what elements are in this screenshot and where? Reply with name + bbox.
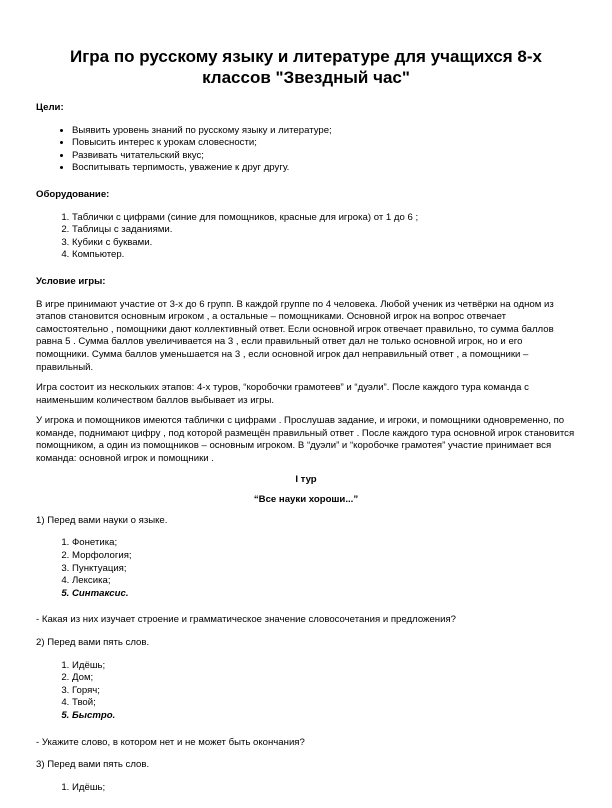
list-item: • Повысить интерес к урокам словесности; <box>72 137 576 150</box>
list-item: 4. Лексика; <box>72 575 576 588</box>
list-item: 1. Идёшь; <box>72 782 576 795</box>
list-item: 1. Таблички с цифрами (синие для помощников, красные для игрока) от 1 до 6 ; <box>72 212 576 225</box>
list-item: • Воспитывать терпимость, уважение к друг другу. <box>72 162 576 175</box>
conditions-paragraph: У игрока и помощников имеются таблички с цифрами . Прослушав задание, и игроки, и помощники одновременно, по команде, поднимают цифру , под которой размещён правильный ответ . После каждого тура основной игрок становится помощником, а один из помощников – основным игроком. В “дуэли” и “коробочке грамотея” участие принимает вся команда: основной игрок и помощники . <box>36 415 575 465</box>
conditions-paragraph: В игре принимают участие от 3-х до 6 групп. В каждой группе по 4 человека. Любой ученик из четвёрки на одном из этапов становится основным игроком , а остальные – помощниками. Основной игрок на вопрос отвечает самостоятельно , помощники дают коллективный ответ. Если основной игрок отвечает правильно, то сумма баллов равна 5 . Сумма баллов увеличивается на 3 , если правильный ответ дал не только основной игрок, но и его помощники. Сумма баллов уменьшается на 3 , если основной игрок дал неправильный ответ , а помощники – правильный. <box>36 298 554 373</box>
question-1-options <box>36 537 576 600</box>
list-item: 3. Кубики с буквами. <box>72 237 576 250</box>
question-2-text: - Укажите слово, в котором нет и не может быть окончания? <box>36 736 305 748</box>
list-item: 1. Фонетика; <box>72 537 576 550</box>
list-item-answer: 5. Синтаксис. <box>72 588 576 601</box>
equipment-list <box>36 212 576 262</box>
list-item: 1. Идёшь; <box>72 660 576 673</box>
question-2-intro: 2) Перед вами пять слов. <box>36 637 150 648</box>
question-3-intro: 3) Перед вами пять слов. <box>36 759 150 771</box>
document-page <box>36 46 576 808</box>
question-1-text: - Какая из них изучает строение и грамматическое значение словосочетания и предложения? <box>36 614 456 626</box>
conditions-paragraph: Игра состоит из нескольких этапов: 4-х туров, “коробочки грамотеев” и “дуэли”. После каждого тура команда с наименьшим количеством баллов выбывает из игры. <box>36 382 529 406</box>
equipment-label: Оборудование: <box>36 188 110 200</box>
goals-label: Цели: <box>36 102 64 113</box>
list-item: • Выявить уровень знаний по русскому языку и литературе; <box>72 125 576 138</box>
conditions-label: Условие игры: <box>36 275 106 287</box>
round-subtitle: “Все науки хороши...” <box>253 494 359 506</box>
goals-list <box>36 125 576 175</box>
list-item: 2. Дом; <box>72 672 576 685</box>
list-item: 4. Твой; <box>72 697 576 710</box>
list-item: 2. Таблицы с заданиями. <box>72 224 576 237</box>
round-title: I тур <box>295 473 317 485</box>
list-item: 3. Пунктуация; <box>72 563 576 576</box>
question-1-intro: 1) Перед вами науки о языке. <box>36 514 168 526</box>
question-2-options <box>36 660 576 723</box>
list-item: • Развивать читательский вкус; <box>72 150 576 163</box>
list-item: 4. Компьютер. <box>72 249 576 262</box>
list-item: 3. Горяч; <box>72 685 576 698</box>
page-title: Игра по русскому языку и литературе для учащихся 8-х классов "Звездный час" <box>70 47 542 87</box>
question-3-options <box>36 782 576 795</box>
list-item: 2. Морфология; <box>72 550 576 563</box>
list-item-answer: 5. Быстро. <box>72 710 576 723</box>
